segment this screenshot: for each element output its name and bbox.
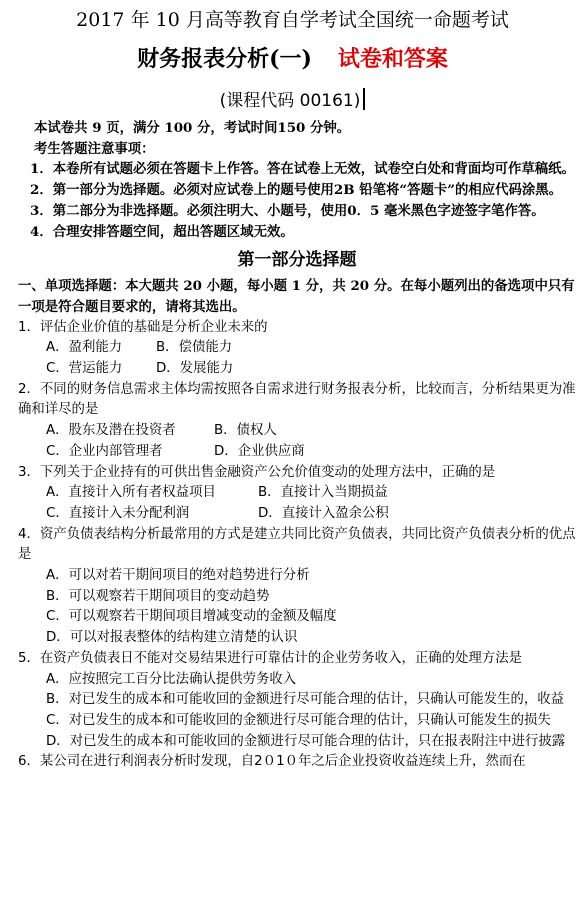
- q5-option-d: D．对已发生的成本和可能收回的金额进行尽可能合理的估计，只在报表附注中进行披露: [46, 733, 566, 749]
- text-cursor: [363, 88, 365, 110]
- question-1-stem: 1．评估企业价值的基础是分析企业未来的: [18, 319, 268, 335]
- note-3: 3．第二部分为非选择题。必须注明大、小题号，使用0．5 毫米黑色字迹签字笔作答。: [30, 202, 545, 219]
- course-code: (课程代码 00161): [219, 91, 361, 111]
- question-5-stem: 5．在资产负债表日不能对交易结果进行可靠估计的企业劳务收入，正确的处理方法是: [18, 650, 522, 666]
- q1-option-d: D．发展能力: [156, 361, 234, 377]
- course-code-line: [0, 88, 585, 113]
- q1-option-b: B．偿债能力: [156, 340, 233, 356]
- question-2-stem: 2．不同的财务信息需求主体均需按照各自需求进行财务报表分析，比较而言，分析结果更为准确和详尽的是: [18, 381, 576, 418]
- subject-title: 财务报表分析(一): [137, 46, 312, 72]
- question-3-options-row1: [18, 483, 576, 504]
- q3-option-d: D．直接计入盈余公积: [258, 505, 389, 521]
- answer-label: 试卷和答案: [337, 46, 448, 72]
- q4-option-b: B．可以观察若干期间项目的变动趋势: [46, 588, 270, 604]
- question-1-options-row1: [18, 338, 576, 359]
- q2-option-d: D．企业供应商: [214, 443, 305, 459]
- q3-option-c: C．直接计入未分配利润: [46, 505, 190, 521]
- q1-option-a: A．盈利能力: [46, 340, 123, 356]
- exam-body: [18, 118, 576, 773]
- question-1-options-row2: [18, 359, 576, 380]
- question-6-stem: 6．某公司在进行利润表分析时发现，自2０1０年之后企业投资收益连续上升，然而在: [18, 754, 526, 770]
- title-row: [0, 44, 585, 74]
- note-2: 2．第一部分为选择题。必须对应试卷上的题号使用2B 铅笔将“答题卡”的相应代码涂黑。: [30, 182, 563, 199]
- q2-option-a: A．股东及潜在投资者: [46, 423, 176, 439]
- q3-option-b: B．直接计入当期损益: [258, 485, 388, 501]
- q3-option-a: A．直接计入所有者权益项目: [46, 485, 216, 501]
- q5-option-a: A．应按照完工百分比法确认提供劳务收入: [46, 671, 297, 687]
- note-1: 1．本卷所有试题必须在答题卡上作答。答在试卷上无效，试卷空白处和背面均可作草稿纸。: [30, 161, 575, 178]
- question-3-stem: 3．下列关于企业持有的可供出售金融资产公允价值变动的处理方法中，正确的是: [18, 464, 496, 480]
- notes-title: 考生答题注意事项：: [34, 140, 155, 157]
- exam-title: 2017 年 10 月高等教育自学考试全国统一命题考试: [76, 9, 509, 31]
- question-2-options-row1: [18, 421, 576, 442]
- part1-heading: 第一部分选择题: [237, 250, 357, 271]
- q5-option-c: C．对已发生的成本和可能收回的金额进行尽可能合理的估计，只确认可能发生的损失: [46, 712, 551, 728]
- q2-option-b: B．债权人: [214, 423, 277, 439]
- q5-option-b: B．对已发生的成本和可能收回的金额进行尽可能合理的估计，只确认可能发生的，收益: [46, 692, 565, 708]
- paper-info: 本试卷共 9 页，满分 100 分，考试时间150 分钟。: [34, 120, 351, 136]
- q4-option-c: C．可以观察若干期间项目增减变动的金额及幅度: [46, 609, 337, 625]
- note-4: 4．合理安排答题空间，超出答题区域无效。: [30, 223, 294, 240]
- part1-instructions: 一、单项选择题：本大题共 20 小题，每小题 1 分，共 20 分。在每小题列出的备选项中只有一项是符合题目要求的，请将其选出。: [18, 278, 575, 315]
- question-3-options-row2: [18, 504, 576, 525]
- q4-option-a: A．可以对若干期间项目的绝对趋势进行分析: [46, 568, 310, 584]
- q2-option-c: C．企业内部管理者: [46, 443, 163, 459]
- q4-option-d: D．可以对报表整体的结构建立清楚的认识: [46, 630, 298, 646]
- q1-option-c: C．营运能力: [46, 361, 123, 377]
- question-2-options-row2: [18, 442, 576, 463]
- question-4-stem: 4．资产负债表结构分析最常用的方式是建立共同比资产负债表，共同比资产负债表分析的优点是: [18, 526, 576, 563]
